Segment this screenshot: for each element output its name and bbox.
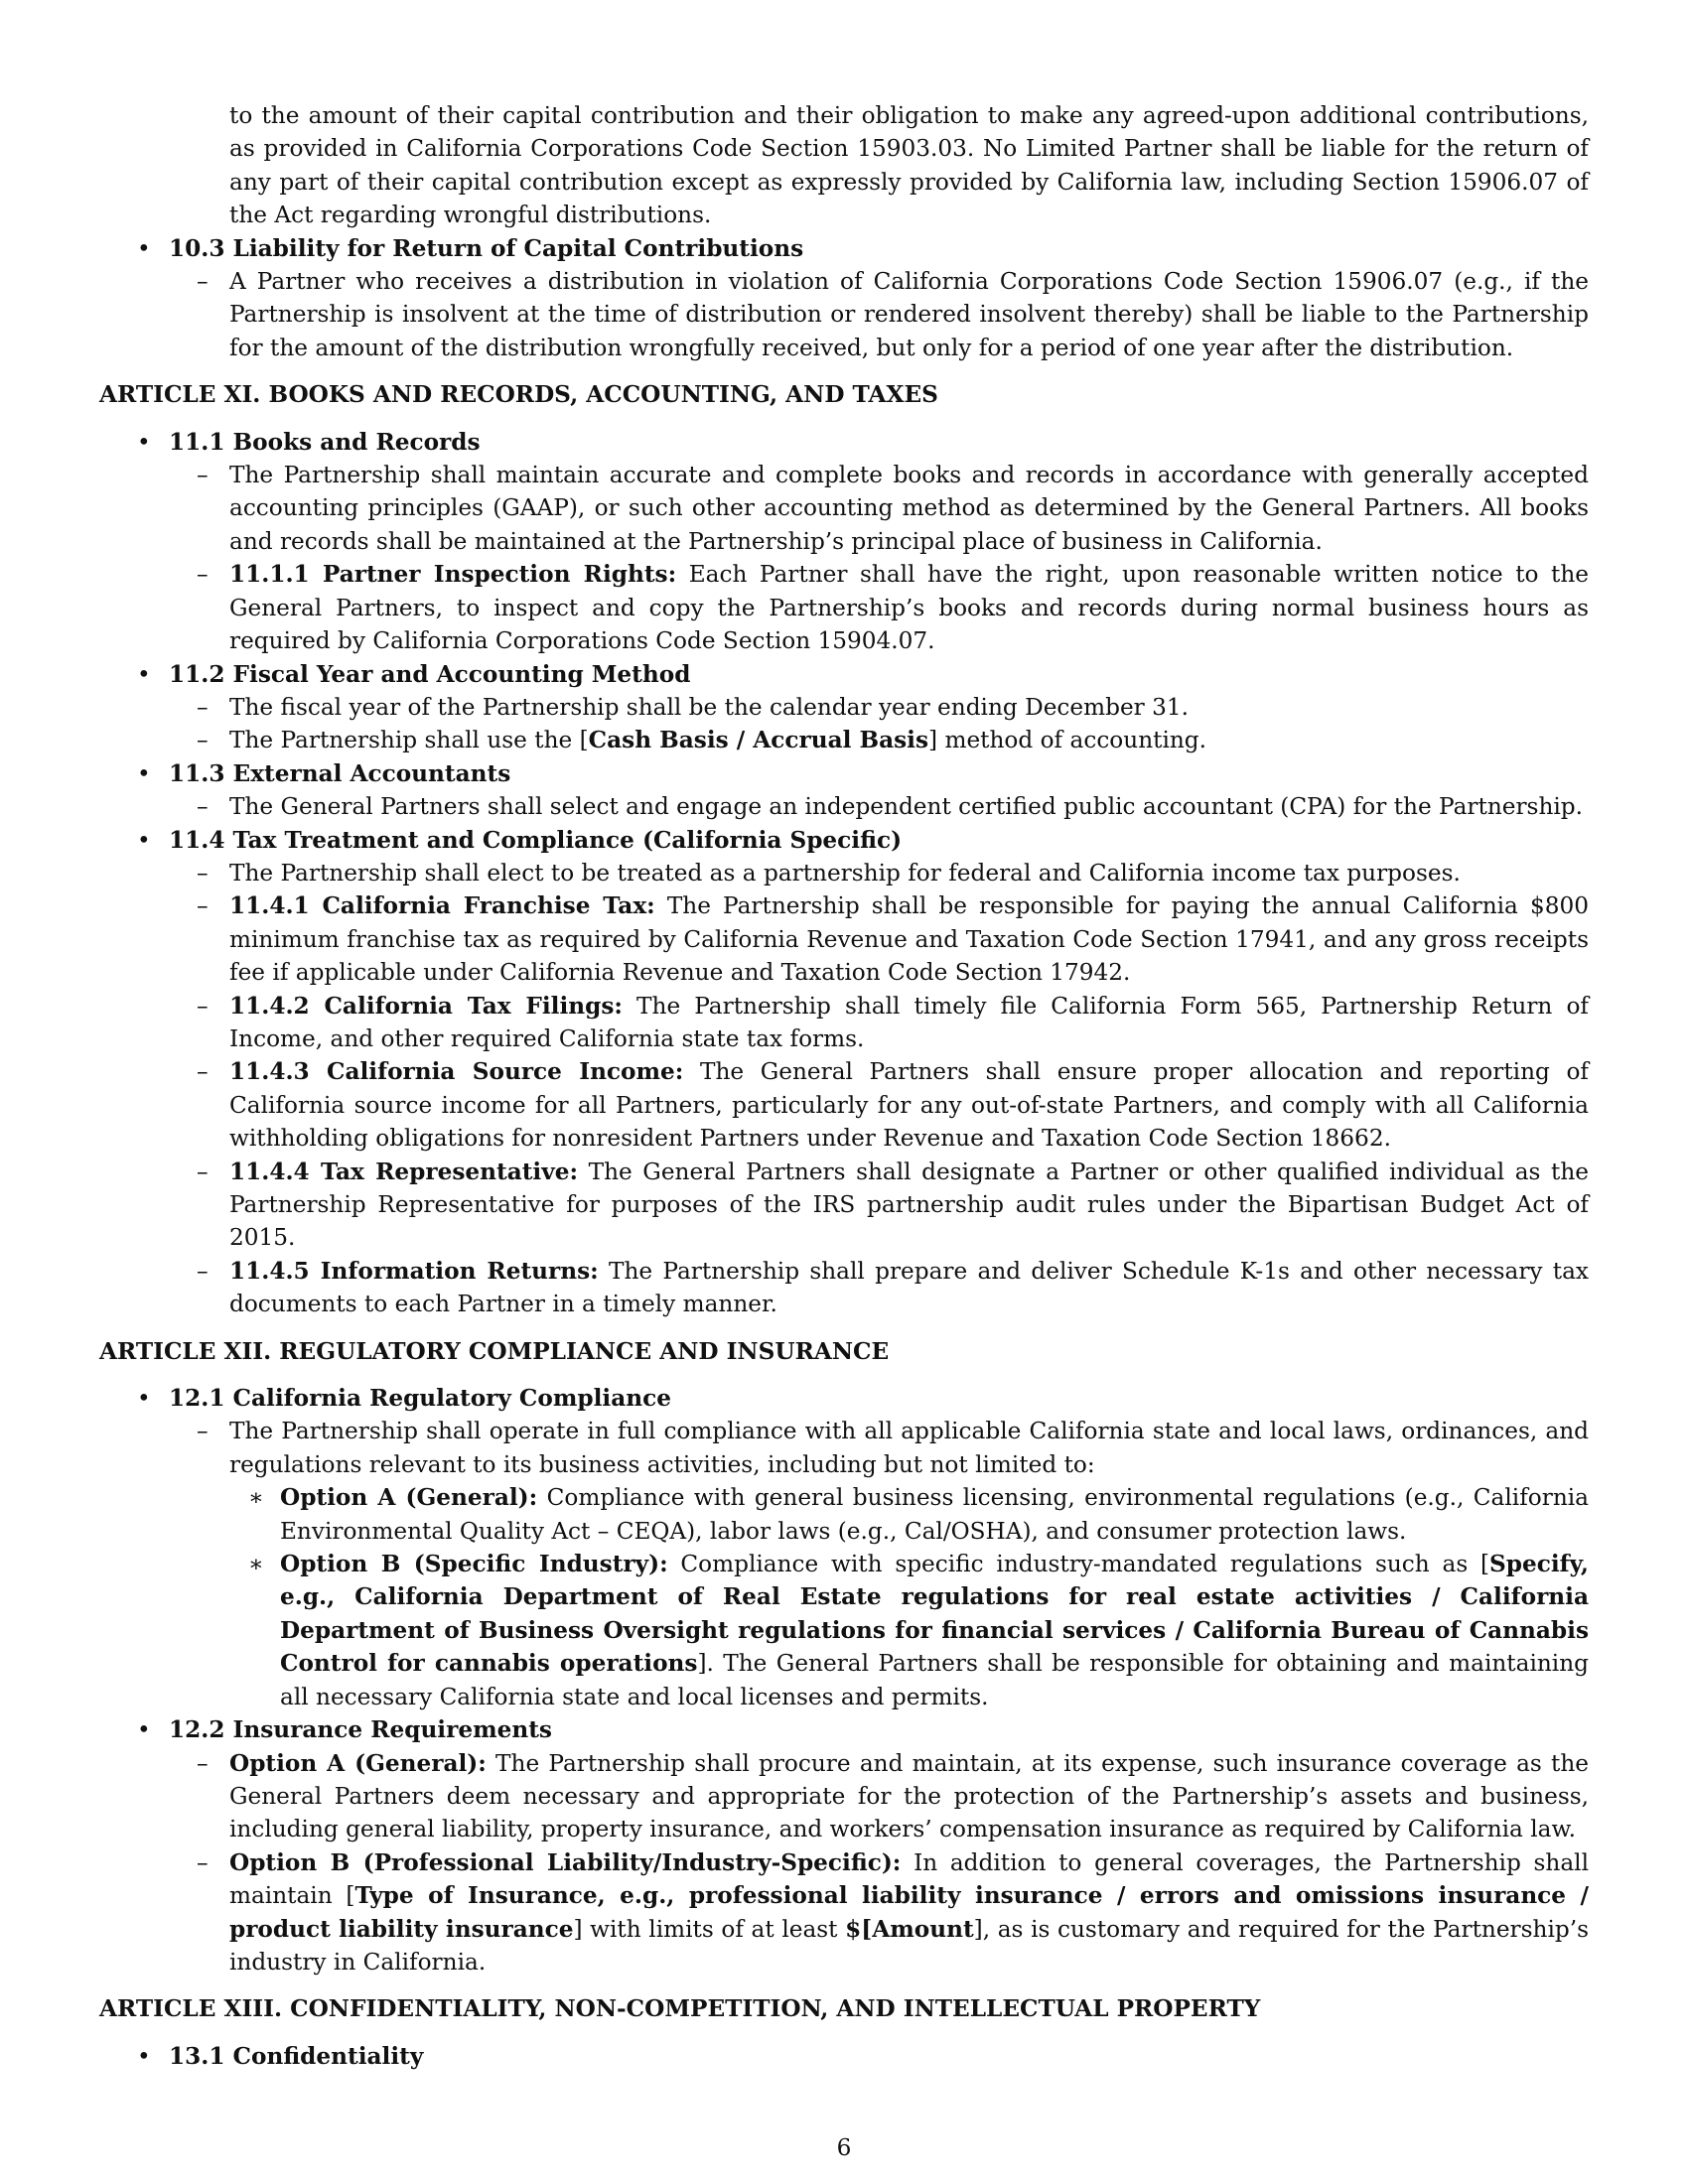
section-12-1-option-a: ∗ Option A (General): Compliance with general business licensing, environmental regulations (e.g., California Environmental Quality Act – CEQA), labor laws (e.g., Cal/OSHA), and consumer protection laws. [99, 1481, 1589, 1548]
continued-paragraph: to the amount of their capital contribution and their obligation to make any agreed-upon additional contributions, as provided in California Corporations Code Section 15903.03. No Limited Partner shall be liable for the return of any part of their capital contribution except as expressly provided by California law, including Section 15906.07 of the Act regarding wrongful distributions. [229, 102, 1589, 229]
section-11-1-1: – 11.1.1 Partner Inspection Rights: Each Partner shall have the right, upon reasonable written notice to the General Partners, to inspect and copy the Partnership’s books and records during normal business hours as required by California Corporations Code Section 15904.07. [99, 558, 1589, 657]
section-12-2-option-a: – Option A (General): The Partnership shall procure and maintain, at its expense, such insurance coverage as the General Partners deem necessary and appropriate for the protection of the Partnership’s assets and business, including general liability, property insurance, and workers’ compensation insurance as required by California law. [99, 1747, 1589, 1846]
section-11-1-heading: • 11.1 Books and Records [99, 426, 1589, 459]
document-page [99, 99, 1589, 2073]
section-11-4-4: – 11.4.4 Tax Representative: The General Partners shall designate a Partner or other qualified individual as the Partnership Representative for purposes of the IRS partnership audit rules under the Bipartisan Budget Act of 2015. [99, 1156, 1589, 1255]
section-11-4-3: – 11.4.3 California Source Income: The General Partners shall ensure proper allocation and reporting of California source income for all Partners, particularly for any out-of-state Partners, and comply with all California withholding obligations for nonresident Partners under Revenue and Taxation Code Section 18662. [99, 1055, 1589, 1155]
section-11-4-5: – 11.4.5 Information Returns: The Partnership shall prepare and deliver Schedule K-1s and other necessary tax documents to each Partner in a timely manner. [99, 1255, 1589, 1321]
page-number: 6 [836, 2134, 852, 2161]
section-11-1-text: – The Partnership shall maintain accurate and complete books and records in accordance with generally accepted accounting principles (GAAP), or such other accounting method as determined by the General Partners. All books and records shall be maintained at the Partnership’s principal place of business in California. [99, 459, 1589, 558]
section-11-3-text: – The General Partners shall select and engage an independent certified public accountant (CPA) for the Partnership. [99, 790, 1589, 823]
section-12-1-text: – The Partnership shall operate in full compliance with all applicable California state and local laws, ordinances, and regulations relevant to its business activities, including but not limited to: [99, 1415, 1589, 1481]
section-11-2-text-1: – The fiscal year of the Partnership shall be the calendar year ending December 31. [99, 691, 1589, 724]
section-10-3-heading: • 10.3 Liability for Return of Capital Contributions [99, 232, 1589, 265]
section-10-3-text: – A Partner who receives a distribution in violation of California Corporations Code Section 15906.07 (e.g., if the Partnership is insolvent at the time of distribution or rendered insolvent thereby) shall be liable to the Partnership for the amount of the distribution wrongfully received, but only for a period of one year after the distribution. [99, 265, 1589, 364]
section-11-4-heading: • 11.4 Tax Treatment and Compliance (California Specific) [99, 824, 1589, 857]
section-11-4-text: – The Partnership shall elect to be treated as a partnership for federal and California income tax purposes. [99, 857, 1589, 889]
section-12-1-option-b: ∗ Option B (Specific Industry): Compliance with specific industry-mandated regulations such as [Specify, e.g., California Department of Real Estate regulations for real estate activities / California Department of Business Oversight regulations for financial services / California Bureau of Cannabis Control for cannabis operations]. The General Partners shall be responsible for obtaining and maintaining all necessary California state and local licenses and permits. [99, 1548, 1589, 1713]
section-11-3-heading: • 11.3 External Accountants [99, 757, 1589, 790]
section-12-2-option-b: – Option B (Professional Liability/Industry-Specific): In addition to general coverages, the Partnership shall maintain [Type of Insurance, e.g., professional liability insurance / errors and omissions insurance / product liability insurance] with limits of at least $[Amount], as is customary and required for the Partnership’s industry in California. [99, 1846, 1589, 1979]
section-13-1-heading: • 13.1 Confidentiality [99, 2040, 1589, 2073]
section-11-4-1: – 11.4.1 California Franchise Tax: The Partnership shall be responsible for paying the annual California $800 minimum franchise tax as required by California Revenue and Taxation Code Section 17941, and any gross receipts fee if applicable under California Revenue and Taxation Code Section 17942. [99, 889, 1589, 989]
article-12-heading: ARTICLE XII. REGULATORY COMPLIANCE AND INSURANCE [99, 1337, 890, 1365]
article-11-heading: ARTICLE XI. BOOKS AND RECORDS, ACCOUNTING, AND TAXES [99, 381, 938, 409]
section-11-2-heading: • 11.2 Fiscal Year and Accounting Method [99, 658, 1589, 691]
section-11-4-2: – 11.4.2 California Tax Filings: The Partnership shall timely file California Form 565, Partnership Return of Income, and other required California state tax forms. [99, 990, 1589, 1056]
section-11-2-text-2: – The Partnership shall use the [Cash Basis / Accrual Basis] method of accounting. [99, 724, 1589, 756]
section-12-2-heading: • 12.2 Insurance Requirements [99, 1713, 1589, 1746]
section-12-1-heading: • 12.1 California Regulatory Compliance [99, 1382, 1589, 1415]
article-13-heading: ARTICLE XIII. CONFIDENTIALITY, NON-COMPETITION, AND INTELLECTUAL PROPERTY [99, 1995, 1261, 2023]
